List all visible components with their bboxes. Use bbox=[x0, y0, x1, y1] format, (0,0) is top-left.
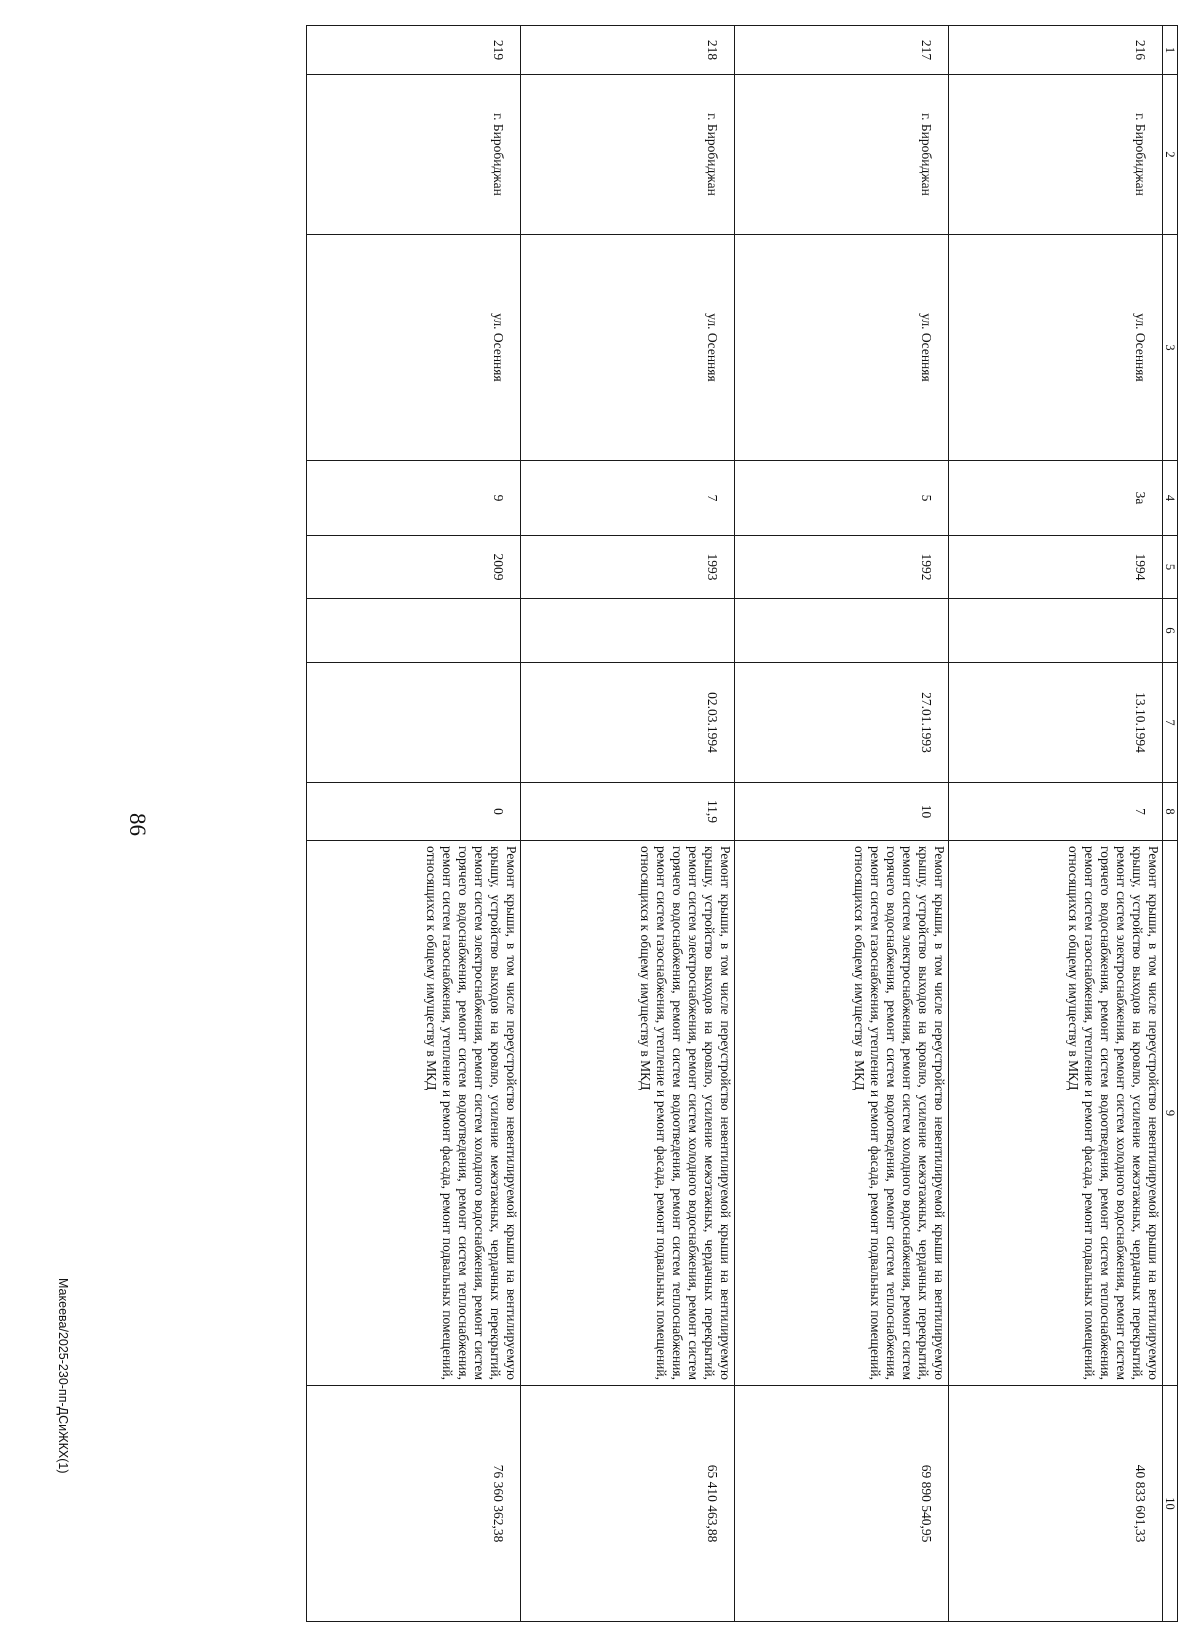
column-number: 9 bbox=[1163, 841, 1178, 1386]
works-cell: Ремонт крыши, в том числе переустройство невентилируемой крыши на вентилируемую крышу, устройство выходов на кровлю, усиление межэтажных, чердачных перекрытий, ремонт систем электроснабжения, ремонт систем холодного водоснабжения, ремонт систем горячего водоснабжения, ремонт систем водоотведения, ремонт систем теплоснабжения, ремонт систем газоснабжения, утепление и ремонт фасада, ремонт подвальных помещений, относящихся к общему имуществу в МКД bbox=[521, 841, 735, 1386]
date-cell: 27.01.1993 bbox=[735, 663, 949, 783]
works-cell: Ремонт крыши, в том числе переустройство невентилируемой крыши на вентилируемую крышу, устройство выходов на кровлю, усиление межэтажных, чердачных перекрытий, ремонт систем электроснабжения, ремонт систем холодного водоснабжения, ремонт систем горячего водоснабжения, ремонт систем водоотведения, ремонт систем теплоснабжения, ремонт систем газоснабжения, утепление и ремонт фасада, ремонт подвальных помещений, относящихся к общему имуществу в МКД bbox=[949, 841, 1163, 1386]
build-year-cell: 1994 bbox=[949, 536, 1163, 599]
row-number: 219 bbox=[307, 26, 521, 75]
street-cell: ул. Осенняя bbox=[949, 235, 1163, 461]
house-number-cell: 7 bbox=[521, 461, 735, 536]
build-year-cell: 1992 bbox=[735, 536, 949, 599]
street-cell: ул. Осенняя bbox=[521, 235, 735, 461]
street-cell: ул. Осенняя bbox=[307, 235, 521, 461]
row-number: 218 bbox=[521, 26, 735, 75]
works-cell: Ремонт крыши, в том числе переустройство невентилируемой крыши на вентилируемую крышу, устройство выходов на кровлю, усиление межэтажных, чердачных перекрытий, ремонт систем электроснабжения, ремонт систем холодного водоснабжения, ремонт систем горячего водоснабжения, ремонт систем водоотведения, ремонт систем теплоснабжения, ремонт систем газоснабжения, утепление и ремонт фасада, ремонт подвальных помещений, относящихся к общему имуществу в МКД bbox=[735, 841, 949, 1386]
house-number-cell: 3а bbox=[949, 461, 1163, 536]
city-cell: г. Биробиджан bbox=[735, 75, 949, 235]
column-number: 5 bbox=[1163, 536, 1178, 599]
date-cell: 02.03.1994 bbox=[521, 663, 735, 783]
document-code: Макеева/2025-230-пп-ДСиЖКХ(1) bbox=[56, 1278, 70, 1474]
city-cell: г. Биробиджан bbox=[521, 75, 735, 235]
row-number: 216 bbox=[949, 26, 1163, 75]
table-row bbox=[521, 26, 735, 1622]
column-6-cell bbox=[949, 599, 1163, 663]
cost-cell: 65 410 463,88 bbox=[521, 1386, 735, 1622]
column-number: 4 bbox=[1163, 461, 1178, 536]
city-cell: г. Биробиджан bbox=[949, 75, 1163, 235]
build-year-cell: 1993 bbox=[521, 536, 735, 599]
column-6-cell bbox=[735, 599, 949, 663]
build-year-cell: 2009 bbox=[307, 536, 521, 599]
column-number: 6 bbox=[1163, 599, 1178, 663]
cost-cell: 40 833 601,33 bbox=[949, 1386, 1163, 1622]
column-number: 2 bbox=[1163, 75, 1178, 235]
table-row bbox=[949, 26, 1163, 1622]
wear-cell: 0 bbox=[307, 783, 521, 841]
works-cell: Ремонт крыши, в том числе переустройство невентилируемой крыши на вентилируемую крышу, устройство выходов на кровлю, усиление межэтажных, чердачных перекрытий, ремонт систем электроснабжения, ремонт систем холодного водоснабжения, ремонт систем горячего водоснабжения, ремонт систем водоотведения, ремонт систем теплоснабжения, ремонт систем газоснабжения, утепление и ремонт фасада, ремонт подвальных помещений, относящихся к общему имуществу в МКД bbox=[307, 841, 521, 1386]
wear-cell: 11,9 bbox=[521, 783, 735, 841]
date-cell bbox=[307, 663, 521, 783]
table-row bbox=[307, 26, 521, 1622]
street-cell: ул. Осенняя bbox=[735, 235, 949, 461]
cost-cell: 76 360 362,38 bbox=[307, 1386, 521, 1622]
column-number: 3 bbox=[1163, 235, 1178, 461]
date-cell: 13.10.1994 bbox=[949, 663, 1163, 783]
row-number: 217 bbox=[735, 26, 949, 75]
housing-repair-table bbox=[306, 25, 1178, 1622]
city-cell: г. Биробиджан bbox=[307, 75, 521, 235]
column-number: 8 bbox=[1163, 783, 1178, 841]
page-number: 86 bbox=[125, 813, 150, 836]
column-6-cell bbox=[521, 599, 735, 663]
house-number-cell: 5 bbox=[735, 461, 949, 536]
wear-cell: 10 bbox=[735, 783, 949, 841]
column-number: 1 bbox=[1163, 26, 1178, 75]
house-number-cell: 9 bbox=[307, 461, 521, 536]
column-number: 10 bbox=[1163, 1386, 1178, 1622]
table-row bbox=[735, 26, 949, 1622]
column-6-cell bbox=[307, 599, 521, 663]
wear-cell: 7 bbox=[949, 783, 1163, 841]
column-number: 7 bbox=[1163, 663, 1178, 783]
cost-cell: 69 890 540,95 bbox=[735, 1386, 949, 1622]
column-number-row bbox=[1163, 26, 1178, 1622]
